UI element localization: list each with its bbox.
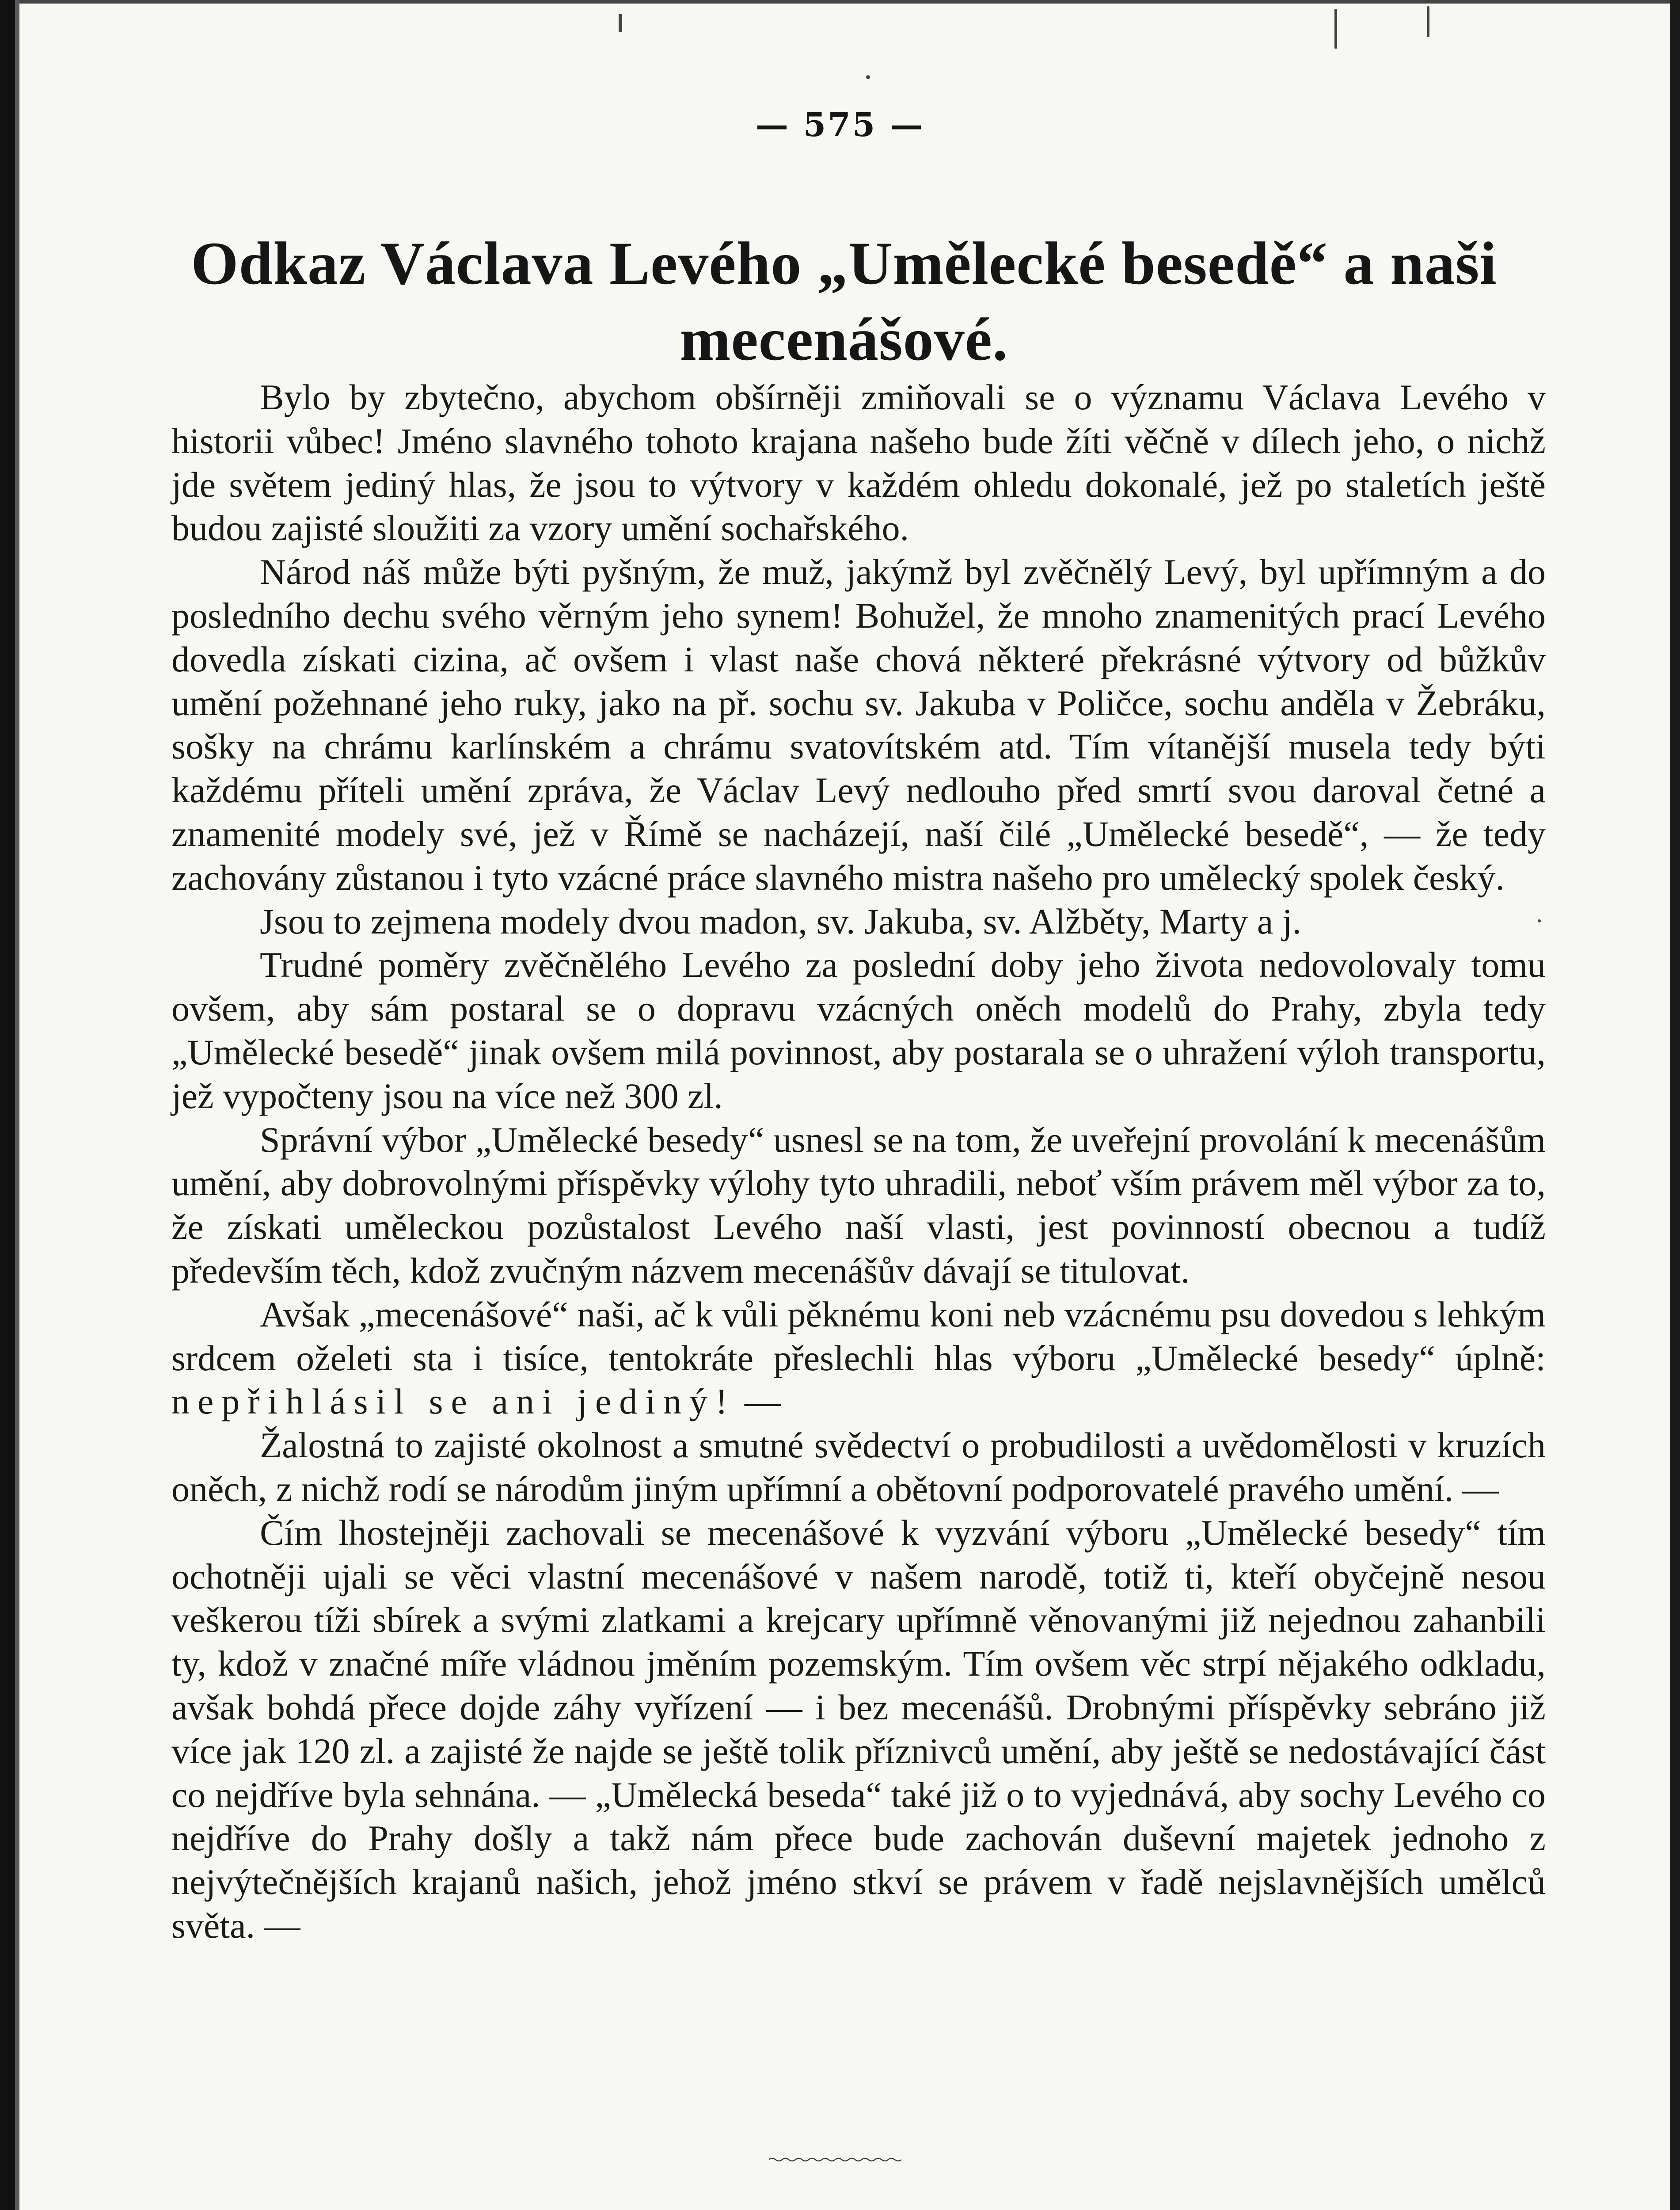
scan-speck — [1334, 9, 1337, 49]
paragraph: Jsou to zejmena modely dvou madon, sv. Jakuba, sv. Alžběty, Marty a j. — [260, 901, 1302, 941]
paragraph — [171, 1293, 1546, 1424]
scan-speck — [619, 14, 622, 32]
paragraph: Čím lhostejněji zachovali se mecenášové k vyzvání výboru „Umělecké besedy“ tím ochotněji ujali se věci vlastní mecenášové v našem narodě, totiž ti, kteří obyčejně nesou veškerou tíži sbírek a svými zlatkami a krejcary upřímně věnovanými již nejednou zahanbili ty, kdož v značné míře vládnou jměním pozemským. Tím ovšem věc strpí nějakého odkladu, avšak bohdá přece dojde záhy vyřízení — i bez mecenášů. Drobnými příspěvky sebráno již více jak 120 zl. a zajisté že najde se ještě tolik příznivců umění, aby ještě se nedostávající část co nejdříve byla sehnána. — „Umělecká beseda“ také již o to vyjednává, aby sochy Levého co nejdříve do Prahy došly a takž nám přece bude zachován duševní majetek jednoho z nejvýtečnějších krajanů našich, jehož jméno stkví se právem v řadě nejslavnějších umělců světa. — — [171, 1512, 1546, 1946]
scan-edge-left-shadow — [15, 0, 19, 2210]
article-title: Odkaz Václava Levého „Umělecké besedě“ a naši mecenášové. — [191, 229, 1497, 373]
paragraph: Správní výbor „Umělecké besedy“ usnesl se na tom, že uveřejní provolání k mecenášům umění, aby dobrovolnými příspěvky výlohy tyto uhradili, neboť vším právem měl výbor za to, že získati uměleckou pozůstalost Levého naší vlasti, jest povinností obecnou a tudíž především těch, kdož zvučným názvem mecenášův dávají se titulovat. — [171, 1119, 1546, 1291]
paragraph-text: Avšak „mecenášové“ naši, ač k vůli pěknému koni neb vzácnému psu dovedou s lehkým srdcem oželeti sta i tisíce, tentokráte přeslechli hlas výboru „Umělecké besedy“ úplně: — [171, 1294, 1546, 1378]
paragraph-text: — — [735, 1381, 781, 1422]
scan-edge-left — [0, 0, 15, 2210]
scan-speck — [866, 75, 870, 79]
scan-edge-right — [1670, 0, 1680, 2210]
scan-speck — [1427, 6, 1429, 37]
paragraph: Trudné poměry zvěčnělého Levého za poslední doby jeho života nedovolovaly tomu ovšem, aby sám postaral se o dopravu vzácných oněch modelů do Prahy, zbyla tedy „Umělecké besedě“ jinak ovšem milá povinnost, aby postarala se o uhražení výloh transportu, jež vypočteny jsou na více než 300 zl. — [171, 945, 1546, 1116]
article-body — [171, 376, 1546, 1948]
paragraph: Žalostná to zajisté okolnost a smutné svědectví o probudilosti a uvědomělosti v kruzích oněch, z nichž rodí se národům jiným upřímní a obětovní podporovatelé pravého umění. — — [171, 1425, 1546, 1509]
scan-edge-top — [0, 0, 1680, 4]
paragraph: Bylo by zbytečno, abychom obšírněji zmiňovali se o významu Václava Levého v historii vůbec! Jméno slavného tohoto krajana našeho bude žíti věčně v dílech jeho, o nichž jde světem jediný hlas, že jsou to výtvory v každém ohledu dokonalé, jež po staletích ještě budou zajisté sloužiti za vzory umění sochařského. — [171, 377, 1546, 549]
emphasized-text: nepřihlásil se ani jediný! — [171, 1381, 736, 1422]
paragraph: Národ náš může býti pyšným, že muž, jakýmž byl zvěčnělý Levý, byl upřímným a do posledního dechu svého věrným jeho synem! Bohužel, že mnoho znamenitých prací Levého dovedla získati cizina, ač ovšem i vlast naše chová některé překrásné výtvory od bůžkův umění požehnané jeho ruky, jako na př. sochu sv. Jakuba v Poličce, sochu anděla v Žebráku, sošky na chrámu karlínském a chrámu svatovítském atd. Tím vítanější musela tedy býti každému příteli umění zpráva, že Václav Levý nedlouho před smrtí svou daroval četné a znamenité modely své, jež v Římě se nacházejí, naší čilé „Umělecké besedě“, — že tedy zachovány zůstanou i tyto vzácné práce slavného mistra našeho pro umělecký spolek český. — [171, 552, 1546, 898]
page-number: — 575 — — [756, 106, 924, 144]
wavy-divider — [769, 2157, 901, 2162]
